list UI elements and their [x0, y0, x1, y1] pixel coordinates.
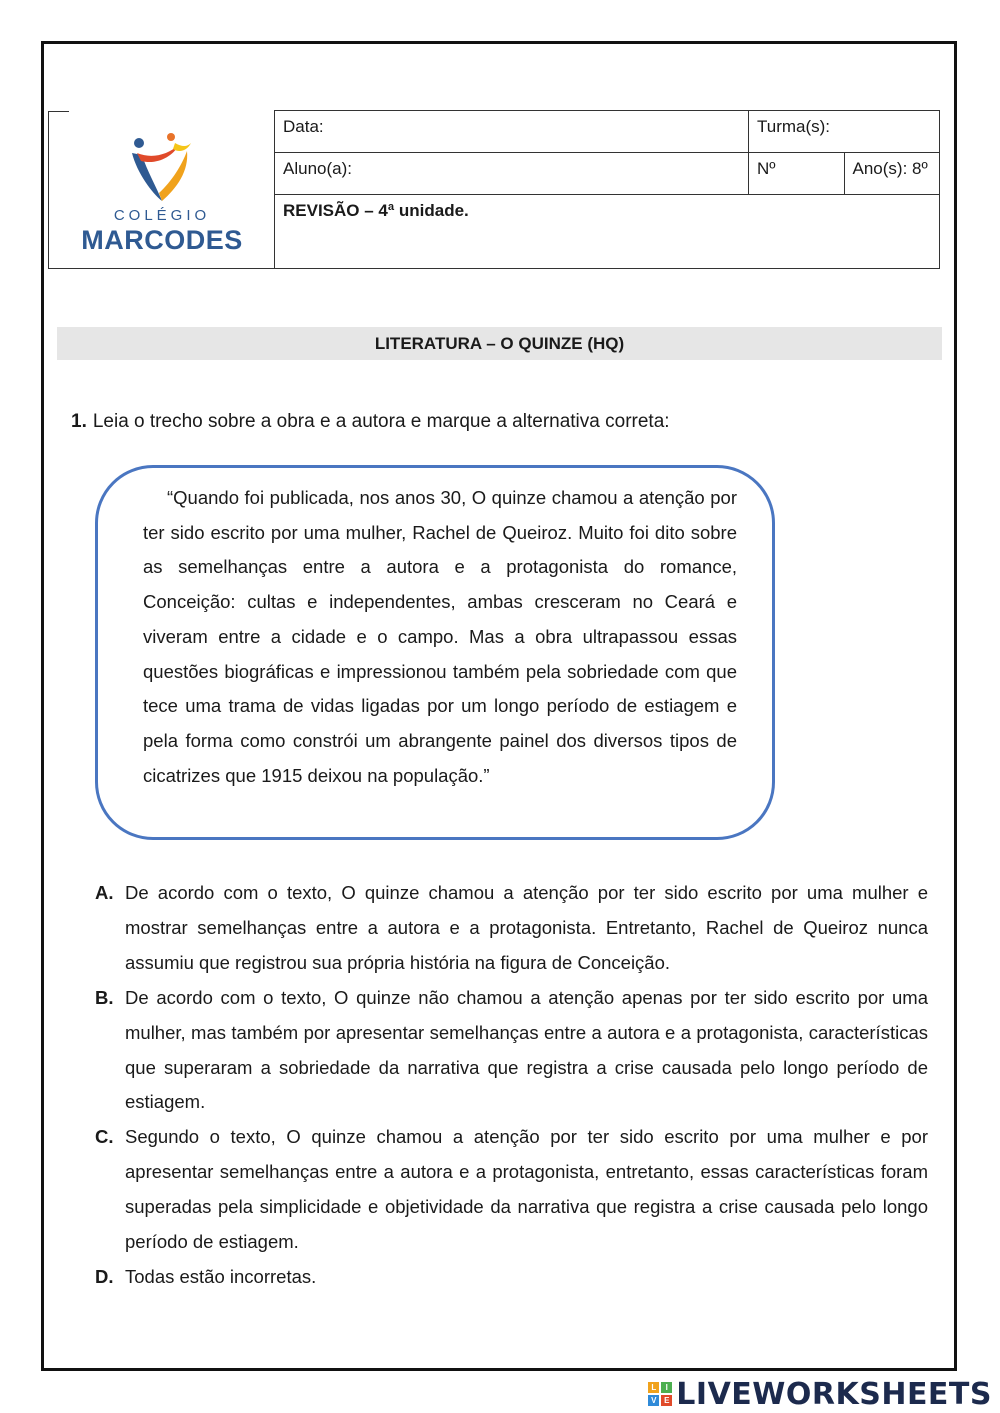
review-label: REVISÃO – 4ª unidade.	[275, 195, 940, 269]
option-a[interactable]	[95, 876, 928, 981]
student-field[interactable]: Aluno(a):	[275, 153, 749, 195]
date-field[interactable]: Data:	[275, 111, 749, 153]
option-text: De acordo com o texto, O quinze chamou a atenção por ter sido escrito por uma mulher e mostrar semelhanças entre a autora e a protagonista. Entretanto, Rachel de Queiroz nunca assumiu que registrou sua própria história na figura de Conceição.	[125, 882, 928, 973]
question-1	[71, 411, 670, 433]
question-number: 1.	[71, 411, 87, 432]
option-letter: A.	[95, 882, 114, 903]
option-b[interactable]	[95, 981, 928, 1121]
option-text: Segundo o texto, O quinze chamou a atenção por ter sido escrito por uma mulher e por apresentar semelhanças entre a autora e a protagonista, entretanto, essas características foram superadas pela simplicidade e objetividade da narrativa que registra a crise causada pelo longo período de estiagem.	[125, 1126, 928, 1253]
option-text: Todas estão incorretas.	[125, 1265, 317, 1287]
header-table	[48, 110, 940, 269]
section-title: LITERATURA – O QUINZE (HQ)	[57, 327, 942, 360]
number-field[interactable]: Nº	[749, 153, 845, 195]
option-c[interactable]	[95, 1120, 928, 1260]
school-logo-icon	[127, 133, 197, 205]
logo-cell	[49, 111, 275, 269]
option-text: De acordo com o texto, O quinze não chamou a atenção apenas por ter sido escrito por uma mulher, mas também por apresentar semelhanças entre a autora e a protagonista, características que superaram a sobriedade da narrativa que registra a crise causada pelo longo período de estiagem.	[125, 986, 928, 1113]
option-letter: D.	[95, 1265, 114, 1287]
liveworksheets-logo-icon: L I V E	[648, 1382, 672, 1406]
logo-colegio-text: COLÉGIO	[113, 206, 211, 224]
class-field[interactable]: Turma(s):	[749, 111, 940, 153]
watermark-text: LIVEWORKSHEETS	[676, 1376, 992, 1412]
option-letter: C.	[95, 1126, 114, 1148]
option-d[interactable]	[95, 1260, 928, 1295]
question-text: Leia o trecho sobre a obra e a autora e marque a alternativa correta:	[92, 411, 670, 432]
options-list	[95, 876, 928, 1295]
liveworksheets-watermark	[648, 1377, 992, 1411]
option-letter: B.	[95, 986, 114, 1008]
year-field: Ano(s): 8º	[844, 153, 940, 195]
logo-marcodes-text: MARCODES	[81, 224, 243, 255]
quote-text: “Quando foi publicada, nos anos 30, O quinze chamou a atenção por ter sido escrito por uma mulher, Rachel de Queiroz. Muito foi dito sobre as semelhanças entre a autora e a protagonista do romance, Conceição: cultas e independentes, ambas cresceram no Ceará e viveram entre a cidade e o campo. Mas a obra ultrapassou essas questões biográficas e impressionou também pela sobriedade com que tece uma trama de vidas ligadas por um longo período de estiagem e pela forma como constrói um abrangente painel dos diversos tipos de cicatrizes que 1915 deixou na população.”	[143, 487, 737, 786]
